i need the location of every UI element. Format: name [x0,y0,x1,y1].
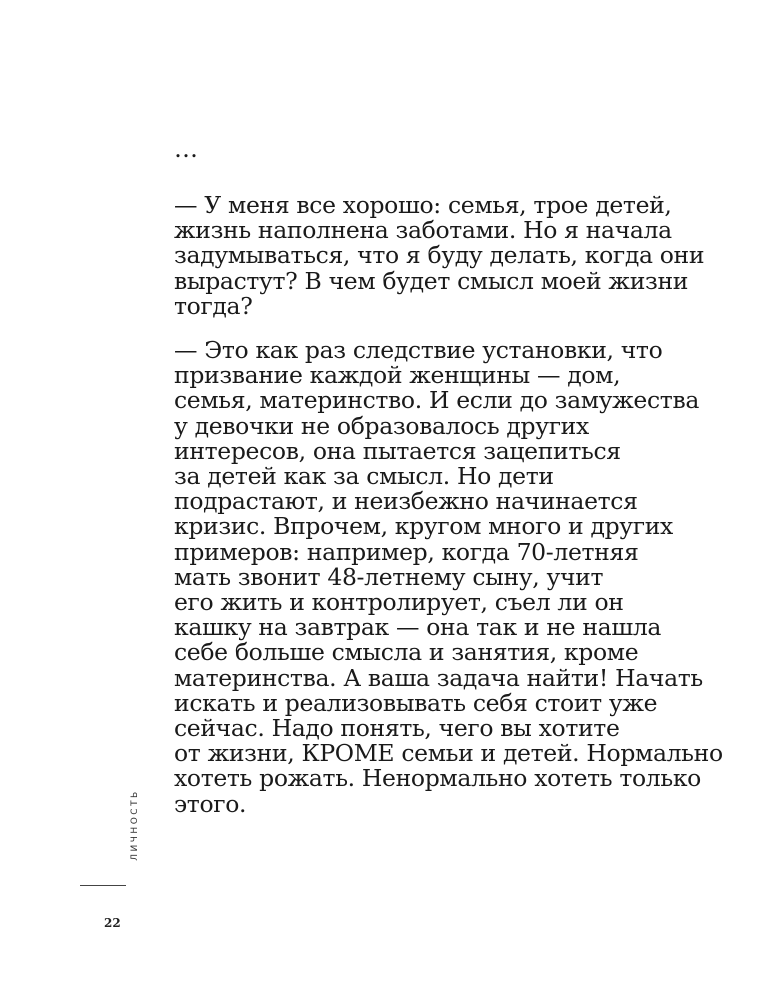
text-line: себе больше смысла и занятия, кроме [174,638,639,667]
text-line: — У меня все хорошо: семья, трое детей, [174,191,672,219]
text-line: вырастут? В чем будет смысл моей жизни [174,266,689,295]
text-line: от жизни, КРОМЕ семьи и детей. Нормально [174,739,723,768]
text-line: сейчас. Надо понять, чего вы хотите [174,714,620,743]
text-line: у девочки не образовалось других [174,411,589,440]
section-break-ellipsis: … [174,135,201,163]
paragraph-question [174,191,705,320]
text-line: задумываться, что я буду делать, когда они [174,241,705,270]
text-line: этого. [174,789,247,818]
text-line: призвание каждой женщины — дом, [174,361,621,390]
footer-divider [80,885,126,886]
text-line: примеров: например, когда 70-летняя [174,537,639,566]
text-line: кашку на завтрак — она так и не нашла [174,613,662,642]
paragraph-answer [174,336,723,818]
text-line: кризис. Впрочем, кругом много и других [174,512,673,541]
text-line: — Это как раз следствие установки, что [174,336,663,365]
text-line: его жить и контролирует, съел ли он [174,588,624,617]
text-line: семья, материнство. И если до замужества [174,386,699,415]
text-line: тогда? [174,291,253,320]
text-line: искать и реализовывать себя стоит уже [174,688,658,717]
text-line: материнства. А ваша задача найти! Начать [174,663,703,692]
text-line: мать звонит 48-летнему сыну, учит [174,562,604,591]
text-line: за детей как за смысл. Но дети [174,462,554,491]
text-line: интересов, она пытается зацепиться [174,436,621,465]
text-line: подрастают, и неизбежно начинается [174,487,638,516]
section-label: ЛИЧНОСТЬ [130,789,140,861]
text-line: жизнь наполнена заботами. Но я начала [174,216,672,245]
text-line: хотеть рожать. Ненормально хотеть только [174,764,701,793]
body-text [174,191,723,836]
page-number: 22 [104,916,121,930]
